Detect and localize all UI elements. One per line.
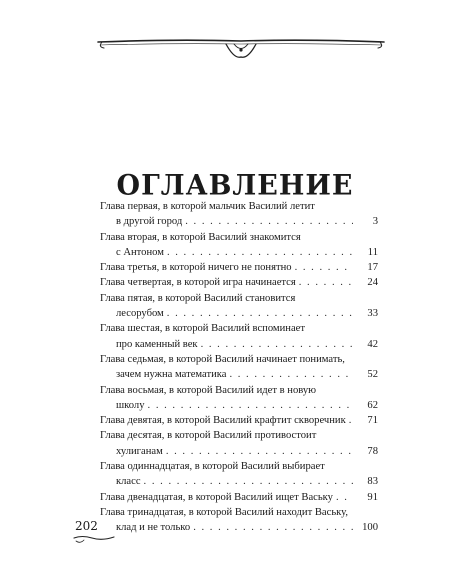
toc-entry-line: [100, 306, 378, 321]
toc-entry-text: лесорубом: [116, 308, 164, 320]
toc-entry-text: Глава восьмая, в которой Василий идет в новую: [100, 384, 317, 396]
toc-page-number: 78: [367, 445, 378, 457]
toc-entry-text: класс: [116, 476, 141, 488]
bottom-ornament-flourish: [72, 533, 116, 545]
toc-entry-text: школу: [116, 399, 145, 411]
toc-entry-text: Глава пятая, в которой Василий становится: [100, 292, 296, 304]
toc-entry: [100, 321, 378, 352]
toc-page-number: 83: [367, 476, 378, 488]
toc-page-number: 100: [362, 522, 378, 534]
toc-entry-line: [100, 428, 378, 443]
toc-entry-text: Глава одиннадцатая, в которой Василий выбирает: [100, 461, 325, 473]
toc-page-number: 42: [367, 338, 378, 350]
toc-entry-line: [100, 520, 378, 535]
toc-entry-text: Глава десятая, в которой Василий противостоит: [100, 430, 317, 442]
dot-leader: [349, 413, 353, 428]
toc-entry: [100, 428, 378, 459]
dot-leader: [144, 474, 353, 489]
toc-entry-text: Глава тринадцатая, в которой Василий находит Ваську,: [100, 506, 349, 518]
dot-leader: [167, 245, 353, 260]
toc-entry: [100, 413, 378, 428]
page-number: 202: [75, 519, 98, 533]
toc-page-number: 71: [367, 415, 378, 427]
top-ornament-flourish: [96, 33, 386, 63]
toc-entry-text: Глава вторая, в которой Василий знакомится: [100, 231, 301, 243]
toc-entry-text: Глава шестая, в которой Василий вспоминает: [100, 323, 305, 335]
toc-entry-line: [100, 383, 378, 398]
toc-entry: [100, 260, 378, 275]
toc-page-number: 33: [367, 308, 378, 320]
toc-entry-text: хулиганам: [116, 445, 163, 457]
toc-entry: [100, 505, 378, 536]
toc-entry-line: [100, 490, 378, 505]
toc-entry-text: про каменный век: [116, 338, 198, 350]
dot-leader: [201, 337, 353, 352]
toc-entry-line: [100, 321, 378, 336]
dot-leader: [167, 306, 353, 321]
toc-entry: [100, 383, 378, 414]
toc-entry-line: [100, 474, 378, 489]
dot-leader: [148, 398, 353, 413]
toc-entry-text: клад и не только: [116, 522, 191, 534]
toc-entry: [100, 291, 378, 322]
toc-page-number: 52: [367, 369, 378, 381]
dot-leader: [336, 490, 353, 505]
toc-entry-line: [100, 291, 378, 306]
toc-entry-line: [100, 459, 378, 474]
toc-entry-line: [100, 245, 378, 260]
dot-leader: [185, 214, 353, 229]
toc-entry: [100, 459, 378, 490]
toc-page-number: 11: [367, 246, 378, 258]
toc-entry: [100, 490, 378, 505]
toc-entry-text: Глава девятая, в которой Василий крафтит скворечник: [100, 415, 346, 427]
toc-entry-line: [100, 367, 378, 382]
toc-entry: [100, 352, 378, 383]
toc-entry-line: [100, 337, 378, 352]
toc-entry-line: [100, 413, 378, 428]
toc-entry-line: [100, 444, 378, 459]
toc-entry-text: Глава четвертая, в которой игра начинается: [100, 277, 296, 289]
toc-entry-text: зачем нужна математика: [116, 369, 227, 381]
toc-page-number: 17: [367, 262, 378, 274]
toc-entry-text: Глава первая, в которой мальчик Василий летит: [100, 201, 315, 212]
toc-entry-text: с Антоном: [116, 246, 164, 258]
toc-entry-text: в другой город: [116, 216, 183, 228]
toc-page-number: 62: [367, 399, 378, 411]
dot-leader: [166, 444, 353, 459]
toc-entry-line: [100, 199, 378, 214]
toc-entry-text: Глава третья, в которой ничего не понятно: [100, 262, 292, 274]
dot-leader: [193, 520, 353, 535]
toc-entry-text: Глава двенадцатая, в которой Василий ищет Ваську: [100, 491, 333, 503]
table-of-contents: [100, 199, 378, 536]
toc-entry: [100, 230, 378, 261]
toc-page-number: 91: [367, 491, 378, 503]
toc-entry-text: Глава седьмая, в которой Василий начинает понимать,: [100, 353, 345, 365]
toc-entry-line: [100, 260, 378, 275]
toc-entry-line: [100, 352, 378, 367]
dot-leader: [295, 260, 353, 275]
toc-entry-line: [100, 214, 378, 229]
toc-entry-line: [100, 275, 378, 290]
toc-entry: [100, 199, 378, 230]
dot-leader: [299, 275, 353, 290]
toc-entry-line: [100, 230, 378, 245]
dot-leader: [229, 367, 353, 382]
toc-entry-line: [100, 398, 378, 413]
toc-entry: [100, 275, 378, 290]
toc-page-number: 3: [372, 216, 378, 228]
toc-page-number: 24: [367, 277, 378, 289]
page-title: ОГЛАВЛЕНИЕ: [116, 169, 354, 202]
toc-entry-line: [100, 505, 378, 520]
